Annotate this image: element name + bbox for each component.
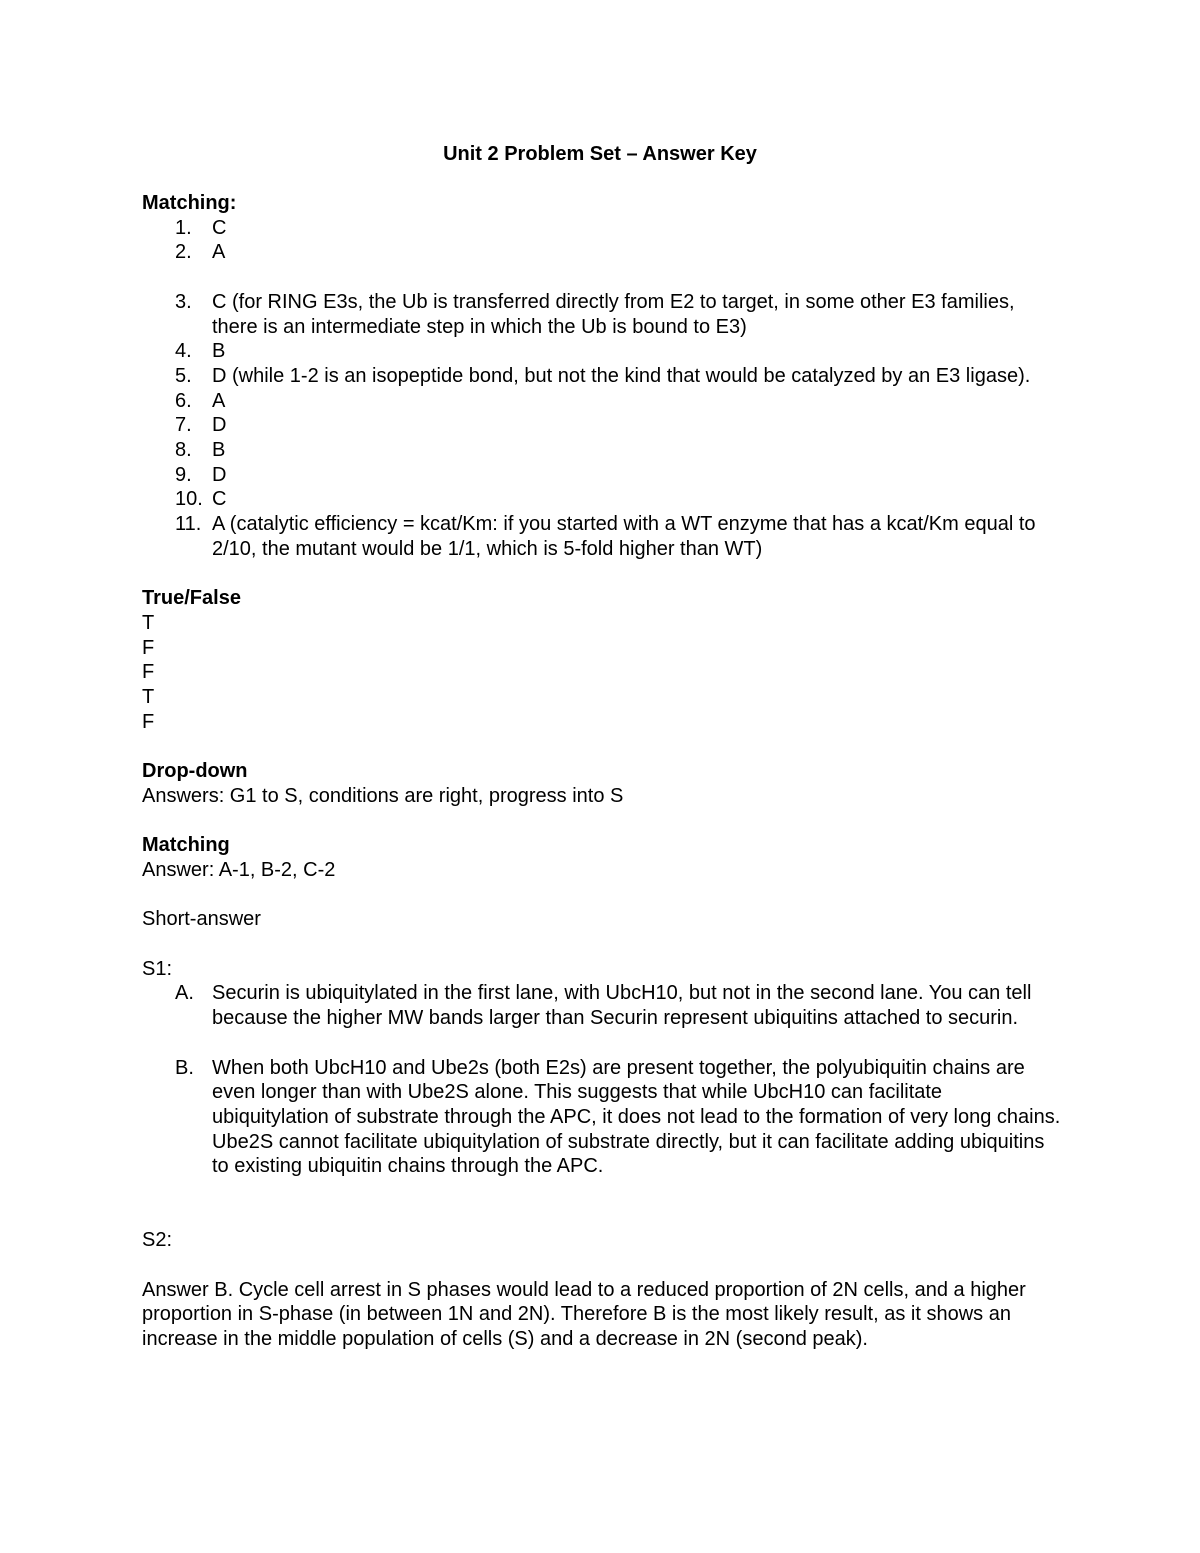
item-number: 8. [175, 439, 192, 462]
list-item [142, 512, 1062, 561]
item-letter: B. [175, 1056, 194, 1079]
matching2-heading: Matching [142, 834, 230, 857]
item-text: D (while 1-2 is an isopeptide bond, but not the kind that would be catalyzed by an E3 ligase). [212, 364, 1031, 387]
item-number: 6. [175, 389, 192, 412]
item-text: A (catalytic efficiency = kcat/Km: if you started with a WT enzyme that has a kcat/Km equal to 2/10, the mutant would be 1/1, which is 5-fold higher than WT) [212, 513, 1036, 560]
dropdown-heading: Drop-down [142, 760, 248, 783]
list-item [142, 1056, 1062, 1180]
s1-label: S1: [142, 957, 173, 980]
item-text: C [212, 488, 227, 511]
list-item [142, 413, 1062, 438]
item-text: A [212, 389, 226, 412]
document-body [142, 191, 1062, 1352]
item-letter: A. [175, 982, 194, 1005]
spacer [142, 734, 1062, 759]
list-item [142, 290, 1062, 339]
s2-answer: Answer B. Cycle cell arrest in S phases would lead to a reduced proportion of 2N cells, and a higher proportion in S-phase (in between 1N and 2N). Therefore B is the most likely result, as it shows an increase in the middle population of cells (S) and a decrease in 2N (second peak). [142, 1278, 1026, 1351]
spacer [142, 1179, 1062, 1204]
short-answer-label: Short-answer [142, 908, 261, 931]
list-item [142, 339, 1062, 364]
item-number: 10. [175, 488, 203, 511]
list-spacer [142, 265, 1062, 290]
list-spacer [142, 1031, 1062, 1056]
spacer [142, 562, 1062, 587]
true-false-answer: F [142, 661, 155, 684]
spacer [142, 883, 1062, 908]
spacer [142, 1204, 1062, 1229]
spacer [142, 932, 1062, 957]
s2-label: S2: [142, 1229, 173, 1252]
list-item [142, 389, 1062, 414]
list-item [142, 463, 1062, 488]
matching-heading: Matching: [142, 192, 237, 214]
item-text: B [212, 340, 226, 363]
item-number: 2. [175, 241, 192, 264]
list-item [142, 438, 1062, 463]
true-false-answer: T [142, 686, 155, 709]
item-text: C (for RING E3s, the Ub is transferred directly from E2 to target, in some other E3 families, there is an intermediate step in which the Ub is bound to E3) [212, 290, 1015, 338]
item-text: C [212, 216, 227, 239]
item-number: 1. [175, 216, 192, 239]
item-number: 11. [175, 513, 202, 536]
item-text: A [212, 241, 226, 264]
page-title: Unit 2 Problem Set – Answer Key [443, 143, 757, 165]
item-text: D [212, 414, 227, 437]
item-number: 9. [175, 463, 192, 486]
true-false-answer: T [142, 611, 155, 634]
item-text: D [212, 463, 227, 486]
true-false-heading: True/False [142, 587, 241, 610]
item-number: 3. [175, 290, 192, 313]
list-item [142, 981, 1062, 1030]
spacer [142, 1253, 1062, 1278]
item-text: When both UbcH10 and Ube2s (both E2s) are present together, the polyubiquitin chains are even longer than with Ube2S alone. This suggests that while UbcH10 can facilitate ubiquitylation of substrate through the APC, it does not lead to the formation of very long chains. Ube2S cannot facilitate ubiquitylation of substrate directly, but it can facilitate adding ubiquitins to existing ubiquitin chains through the APC. [212, 1056, 1061, 1178]
true-false-answer: F [142, 636, 155, 659]
list-item [142, 216, 1062, 241]
item-number: 7. [175, 414, 192, 437]
list-item [142, 240, 1062, 265]
item-text: Securin is ubiquitylated in the first lane, with UbcH10, but not in the second lane. You can tell because the higher MW bands larger than Securin represent ubiquitins attached to securin. [212, 982, 1032, 1030]
matching2-answer: Answer: A-1, B-2, C-2 [142, 858, 336, 881]
item-number: 5. [175, 364, 192, 387]
item-number: 4. [175, 340, 192, 363]
true-false-answer: F [142, 710, 155, 733]
matching-list [142, 216, 1062, 562]
spacer [142, 809, 1062, 834]
list-item [142, 487, 1062, 512]
list-item [142, 364, 1062, 389]
dropdown-answer: Answers: G1 to S, conditions are right, progress into S [142, 784, 624, 807]
s1-list [142, 981, 1062, 1179]
item-text: B [212, 439, 226, 462]
